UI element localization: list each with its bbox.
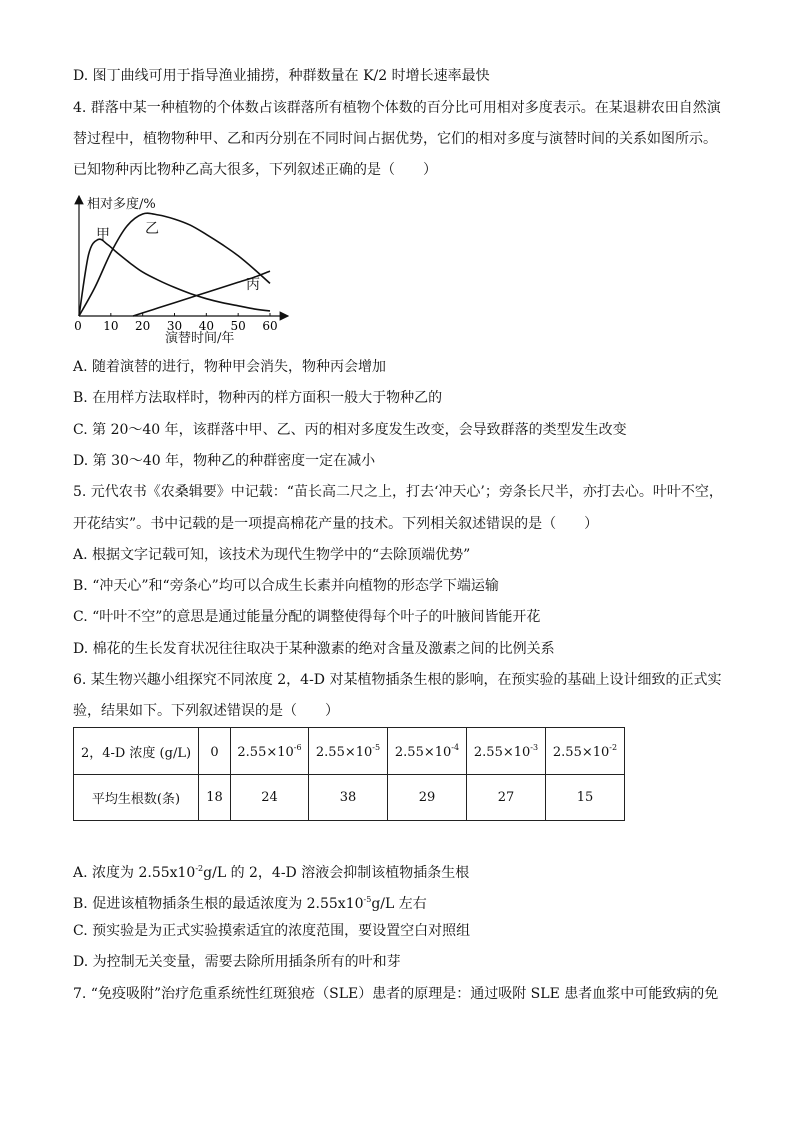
table-cell-concentration: 0 — [199, 728, 231, 775]
q4-option-a: A. 随着演替的进行，物种甲会消失，物种丙会增加 — [73, 359, 387, 375]
q7-stem-line-1: 7. “免疫吸附”治疗危重系统性红斑狼疮（SLE）患者的原理是：通过吸附 SLE 患者血浆中可能致病的免 — [73, 986, 719, 1002]
table-cell-root-count: 27 — [467, 775, 546, 821]
table-cell-concentration: $2.55\times 10^{-2}$ — [546, 728, 625, 775]
table-row-concentration — [74, 728, 625, 775]
q5-option-a: A. 根据文字记载可知，该技术为现代生物学中的“去除顶端优势” — [73, 547, 471, 563]
table-cell-root-count: 15 — [546, 775, 625, 821]
x-tick-label: 40 — [198, 319, 214, 333]
x-tick-label: 0 — [74, 319, 82, 333]
q6-option-b: B. 促进该植物插条生根的最适浓度为 $2.55x10^{-5}g/L$ 左右 — [73, 895, 427, 912]
x-tick-label: 50 — [230, 319, 246, 333]
table-header-concentration: 2，4-D 浓度 (g/L) — [74, 728, 199, 775]
q4-stem-line-2: 替过程中，植物物种甲、乙和丙分别在不同时间占据优势，它们的相对多度与演替时间的关系如图所示。 — [73, 131, 717, 147]
table-cell-root-count: 29 — [388, 775, 467, 821]
q5-stem-line-1: 5. 元代农书《农桑辑要》中记载：“苗长高二尺之上，打去‘冲天心’；旁条长尺半，亦打去心。叶叶不空， — [73, 484, 723, 500]
series-label-bing: 丙 — [246, 277, 260, 293]
q4-option-b: B. 在用样方法取样时，物种丙的样方面积一般大于物种乙的 — [73, 390, 443, 406]
q6-stem-line-2: 验，结果如下。下列叙述错误的是（ ） — [73, 703, 339, 719]
y-axis-label: 相对多度/% — [87, 197, 156, 212]
q6-stem-line-1: 6. 某生物兴趣小组探究不同浓度 2，4-D 对某植物插条生根的影响，在预实验的基础上设计细致的正式实 — [73, 672, 722, 688]
x-axis-label: 演替时间/年 — [165, 331, 235, 346]
table-header-root-count: 平均生根数(条) — [74, 775, 199, 821]
q5-option-b: B. “冲天心”和“旁条心”均可以合成生长素并向植物的形态学下端运输 — [73, 578, 499, 594]
series-label-jia: 甲 — [96, 227, 110, 243]
q5-option-d: D. 棉花的生长发育状况往往取决于某种激素的绝对含量及激素之间的比例关系 — [73, 641, 555, 657]
q6-results-table — [73, 727, 625, 821]
q4-stem-line-3: 已知物种丙比物种乙高大很多，下列叙述正确的是（ ） — [73, 162, 437, 178]
table-row-root-count — [74, 775, 625, 821]
q4-option-c: C. 第 20～40 年，该群落中甲、乙、丙的相对多度发生改变，会导致群落的类型发生改变 — [73, 422, 627, 438]
table-cell-concentration: $2.55\times 10^{-3}$ — [467, 728, 546, 775]
table-cell-concentration: $2.55\times 10^{-6}$ — [231, 728, 309, 775]
table-cell-root-count: 18 — [199, 775, 231, 821]
series-line-1 — [79, 239, 270, 316]
q6-option-c: C. 预实验是为正式实验摸索适宜的浓度范围，要设置空白对照组 — [73, 923, 471, 939]
q4-stem-line-1: 4. 群落中某一种植物的个体数占该群落所有植物个体数的百分比可用相对多度表示。在某退耕农田自然演 — [73, 100, 721, 116]
q6-option-d: D. 为控制无关变量，需要去除所用插条所有的叶和芽 — [73, 954, 401, 970]
x-tick-label: 60 — [262, 319, 278, 333]
q6-option-a: A. 浓度为 $2.55x10^{-2}g/L$ 的 2，4-D 溶液会抑制该植物插条生根 — [73, 864, 470, 881]
q4-option-d: D. 第 30～40 年，物种乙的种群密度一定在减小 — [73, 453, 376, 469]
series-label-yi: 乙 — [145, 221, 159, 237]
table-cell-root-count: 38 — [309, 775, 388, 821]
x-tick-label: 30 — [166, 319, 183, 333]
q3-option-d: D. 图丁曲线可用于指导渔业捕捞，种群数量在 K/2 时增长速率最快 — [73, 68, 490, 84]
x-tick-label: 10 — [103, 319, 119, 333]
table-cell-concentration: $2.55\times 10^{-5}$ — [309, 728, 388, 775]
table-cell-root-count: 24 — [231, 775, 309, 821]
table-cell-concentration: $2.55\times 10^{-4}$ — [388, 728, 467, 775]
x-tick-label: 20 — [135, 319, 151, 333]
succession-chart — [0, 188, 794, 348]
q5-stem-line-2: 开花结实”。书中记载的是一项提高棉花产量的技术。下列相关叙述错误的是（ ） — [73, 516, 599, 532]
q5-option-c: C. “叶叶不空”的意思是通过能量分配的调整使得每个叶子的叶腋间皆能开花 — [73, 609, 541, 625]
